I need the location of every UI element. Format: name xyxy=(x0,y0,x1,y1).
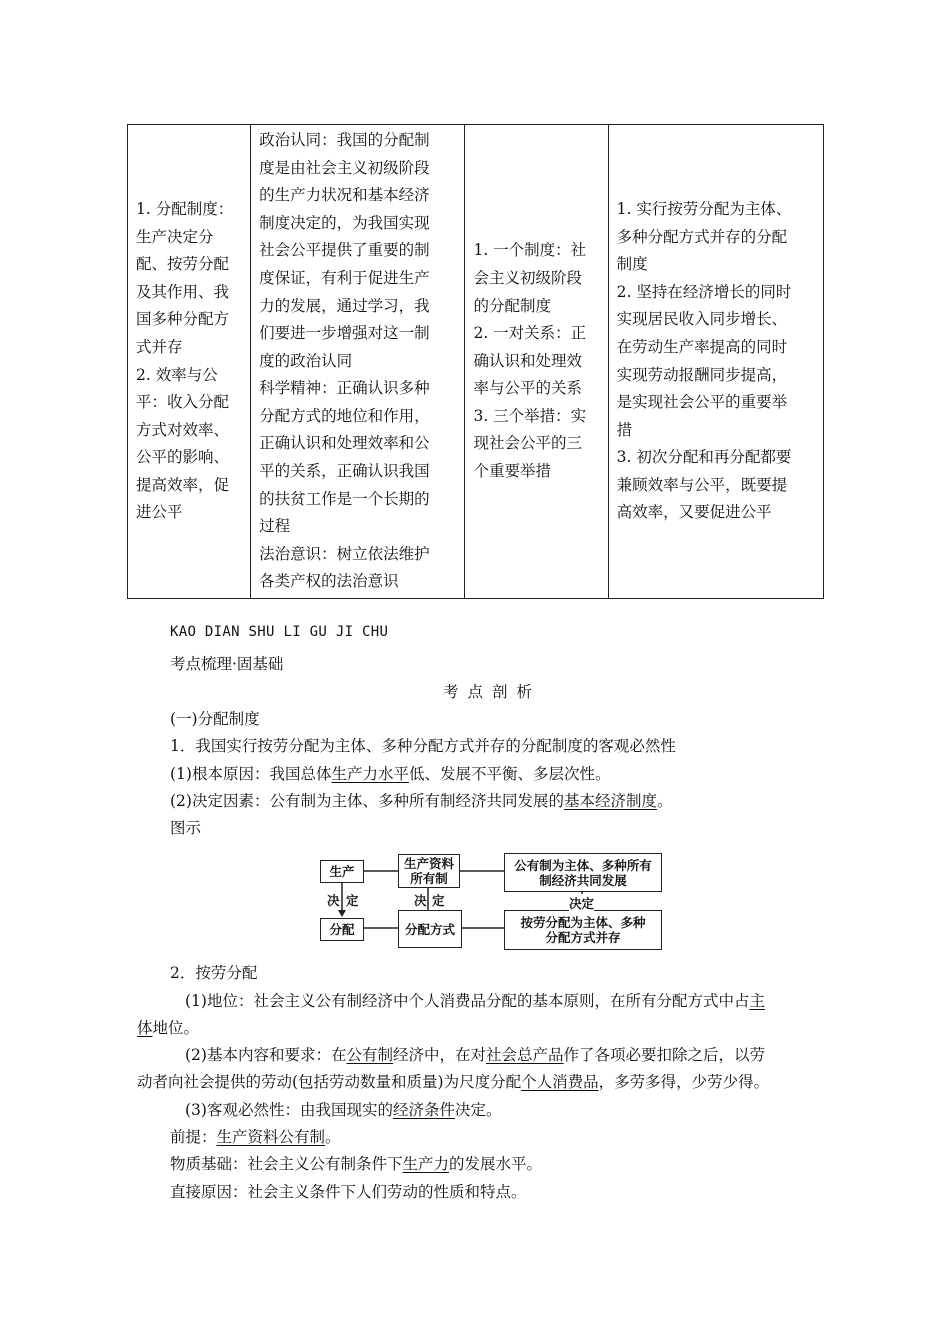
underlined-key-term: 生产资料公有制 xyxy=(216,1128,326,1146)
cell-line: 力的发展，通过学习，我 xyxy=(259,296,430,315)
paragraph-status xyxy=(185,989,765,1011)
cell-line: 1. 一个制度：社 xyxy=(473,241,587,260)
decide-label: 决 xyxy=(414,893,427,908)
paragraph-content xyxy=(185,1043,765,1065)
cell-line: 制度决定的，为我国实现 xyxy=(259,213,430,232)
paragraph-direct-reason: 直接原因：社会主义条件下人们劳动的性质和特点。 xyxy=(170,1183,527,1201)
cell-line: 社会公平提供了重要的制 xyxy=(259,241,430,260)
decide-label: 定 xyxy=(346,893,359,908)
text: 。 xyxy=(325,1128,341,1146)
paragraph-material-basis xyxy=(170,1152,542,1174)
cell-line: 制度 xyxy=(616,255,648,274)
cell-line: 及其作用、我 xyxy=(136,282,230,301)
cell-line: 个重要举措 xyxy=(473,462,551,481)
underlined-key-term: 生产力 xyxy=(402,1155,450,1173)
arrow-down-icon xyxy=(338,910,346,917)
text: 经济中，在对 xyxy=(392,1046,486,1064)
underlined-key-term: 主 xyxy=(749,992,765,1010)
text: (1)根本原因：我国总体 xyxy=(170,765,332,783)
cell-line: 各类产权的法治意识 xyxy=(259,572,399,591)
cell-line: 兼顾效率与公平，既要提 xyxy=(616,475,788,494)
paragraph-content-cont xyxy=(137,1070,769,1092)
cell-line: 率与公平的关系 xyxy=(473,379,582,398)
box-distribution: 分配 xyxy=(320,918,364,941)
section-title: 考点梳理·固基础 xyxy=(170,655,284,673)
underlined-key-term: 经济条件 xyxy=(392,1101,455,1119)
paragraph-premise xyxy=(170,1125,341,1147)
cell-line: 度的政治认同 xyxy=(259,351,353,370)
cell-line: 实现居民收入同步增长、 xyxy=(616,310,788,329)
text: (1)地位：社会主义公有制经济中个人消费品分配的基本原则，在所有分配方式中占 xyxy=(185,992,750,1010)
table-cell-knowledge xyxy=(128,125,251,599)
decide-label: 决定 xyxy=(569,896,595,911)
box-production: 生产 xyxy=(320,860,364,883)
cell-line: 3. 初次分配和再分配都要 xyxy=(616,448,792,467)
cell-line: 在劳动生产率提高的同时 xyxy=(616,337,788,356)
box-line: 公有制为主体、多种所有 xyxy=(514,857,652,873)
text: 动者向社会提供的劳动(包括劳动数量和质量)为尺度分配 xyxy=(137,1073,522,1091)
underlined-key-term: 体 xyxy=(137,1019,153,1037)
cell-line: 确认识和处理效 xyxy=(473,351,582,370)
underlined-key-term: 个人消费品 xyxy=(521,1073,599,1091)
subsection-heading: (一)分配制度 xyxy=(170,710,260,728)
cell-line: 多种分配方式并存的分配 xyxy=(616,227,788,246)
table-cell-measures xyxy=(608,125,823,599)
cell-line: 平的关系，正确认识我国 xyxy=(259,462,430,481)
underlined-key-term: 社会总产品 xyxy=(486,1046,564,1064)
cell-line: 分配方式的地位和作用， xyxy=(259,406,430,425)
cell-line: 进公平 xyxy=(136,503,183,522)
cell-line: 措 xyxy=(616,420,633,439)
box-public-ownership xyxy=(504,853,662,892)
item-heading-2: 2．按劳分配 xyxy=(170,964,258,982)
cell-line: 生产决定分 xyxy=(136,227,214,246)
text: 地位。 xyxy=(152,1019,200,1037)
underlined-key-term: 生产力水平 xyxy=(331,765,409,783)
cell-line: 的扶贫工作是一个长期的 xyxy=(259,489,430,508)
text: 作了各项必要扣除之后，以劳 xyxy=(563,1046,766,1064)
cell-line: 会主义初级阶段 xyxy=(473,268,582,287)
center-title: 考点剖析 xyxy=(443,683,542,701)
underlined-key-term: 基本经济制度 xyxy=(563,792,657,810)
summary-table xyxy=(127,124,824,599)
cell-line: 的生产力状况和基本经济 xyxy=(259,186,430,205)
section-pinyin: KAO DIAN SHU LI GU JI CHU xyxy=(170,624,389,640)
text: 前提： xyxy=(170,1128,217,1146)
cell-line: 平：收入分配 xyxy=(136,393,230,412)
cell-line: 1. 实行按劳分配为主体、 xyxy=(616,199,792,218)
distribution-diagram xyxy=(318,848,664,952)
paragraph-status-cont xyxy=(137,1016,199,1038)
box-labor-distribution xyxy=(504,910,662,950)
cell-line: 高效率，又要促进公平 xyxy=(616,503,772,522)
item-heading-1: 1．我国实行按劳分配为主体、多种分配方式并存的分配制度的客观必然性 xyxy=(170,737,676,755)
cell-line: 们要进一步增强对这一制 xyxy=(259,324,430,343)
cell-line: 正确认识和处理效率和公 xyxy=(259,434,430,453)
cell-line: 方式对效率、 xyxy=(136,420,230,439)
text: 物质基础：社会主义公有制条件下 xyxy=(170,1155,403,1173)
paragraph-deciding-factor xyxy=(170,789,673,811)
cell-line: 实现劳动报酬同步提高， xyxy=(616,365,788,384)
box-line: 制经济共同发展 xyxy=(539,872,627,888)
table-row xyxy=(128,125,824,599)
cell-line: 2. 坚持在经济增长的同时 xyxy=(616,282,792,301)
text: 决定。 xyxy=(454,1101,502,1119)
box-line: 分配方式并存 xyxy=(545,930,621,945)
cell-line: 政治认同：我国的分配制 xyxy=(259,130,430,149)
cell-line: 配、按劳分配 xyxy=(136,255,230,274)
cell-line: 过程 xyxy=(259,517,291,536)
table-cell-points xyxy=(465,125,608,599)
paragraph-root-cause xyxy=(170,762,611,784)
text: (2)决定因素：公有制为主体、多种所有制经济共同发展的 xyxy=(170,792,564,810)
text: (3)客观必然性：由我国现实的 xyxy=(185,1101,393,1119)
decide-label: 定 xyxy=(432,893,445,908)
cell-line: 的分配制度 xyxy=(473,296,551,315)
cell-line: 2. 一对关系：正 xyxy=(473,324,587,343)
decide-label: 决 xyxy=(327,893,340,908)
text: 低、发展不平衡、多层次性。 xyxy=(408,765,611,783)
figure-label: 图示 xyxy=(170,819,202,837)
box-distribution-method: 分配方式 xyxy=(398,910,462,948)
cell-line: 度保证，有利于促进生产 xyxy=(259,268,430,287)
box-line: 按劳分配为主体、多种 xyxy=(520,915,646,930)
underlined-key-term: 公有制 xyxy=(346,1046,393,1064)
cell-line: 现社会公平的三 xyxy=(473,434,582,453)
cell-line: 是实现社会公平的重要举 xyxy=(616,393,788,412)
text: 。 xyxy=(656,792,673,810)
text: ，多劳多得，少劳少得。 xyxy=(598,1073,770,1091)
cell-line: 提高效率，促 xyxy=(136,475,230,494)
paragraph-necessity xyxy=(185,1098,502,1120)
cell-line: 公平的影响、 xyxy=(136,448,230,467)
box-line: 生产资料 xyxy=(403,856,454,871)
text: 的发展水平。 xyxy=(449,1155,543,1173)
cell-line: 1. 分配制度： xyxy=(136,199,234,218)
cell-line: 2. 效率与公 xyxy=(136,365,218,384)
box-line: 所有制 xyxy=(410,871,448,886)
cell-line: 3. 三个举措：实 xyxy=(473,406,587,425)
text: (2)基本内容和要求：在 xyxy=(185,1046,347,1064)
cell-line: 国多种分配方 xyxy=(136,310,230,329)
cell-line: 科学精神：正确认识多种 xyxy=(259,379,430,398)
cell-line: 法治意识：树立依法维护 xyxy=(259,544,430,563)
box-ownership xyxy=(398,854,460,888)
table-cell-literacy xyxy=(251,125,465,599)
cell-line: 度是由社会主义初级阶段 xyxy=(259,158,430,177)
cell-line: 式并存 xyxy=(136,337,183,356)
